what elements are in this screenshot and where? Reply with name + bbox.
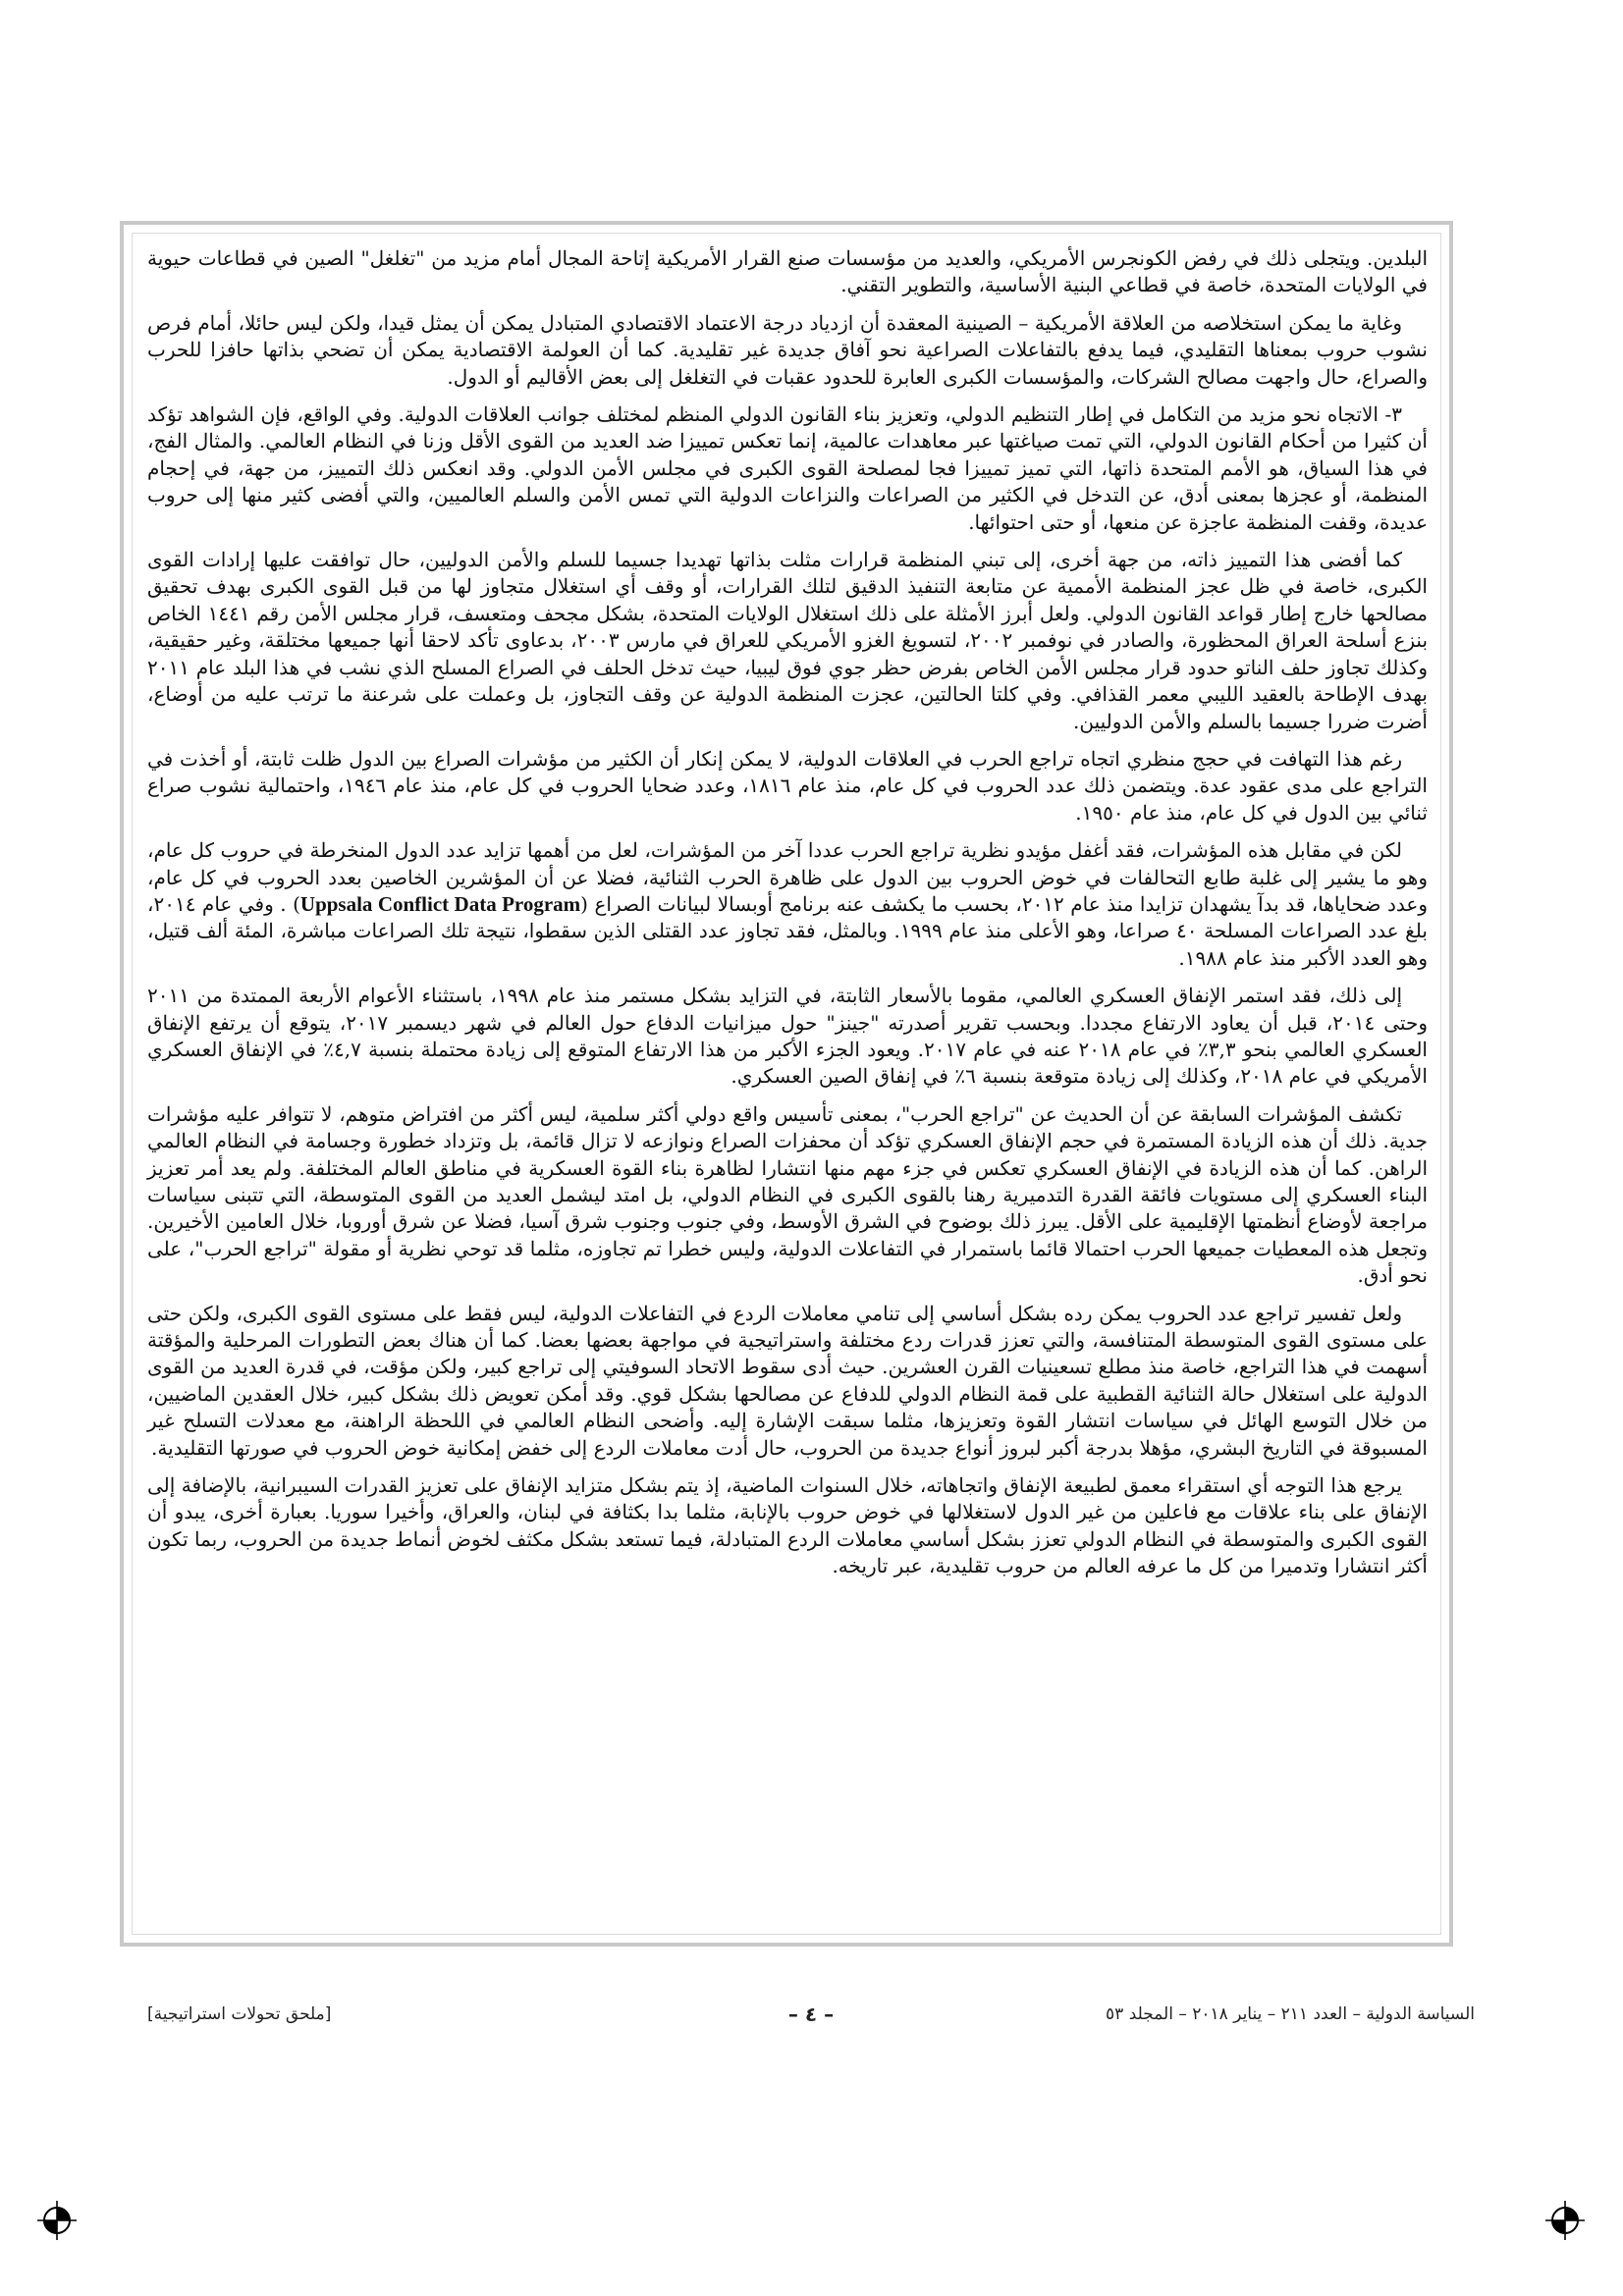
registration-mark-icon [1543,2199,1587,2242]
page-footer [147,2004,1475,2034]
paragraph-6-text: لكن في مقابل هذه المؤشرات، فقد أغفل مؤيدو نظرية تراجع الحرب عددا آخر من المؤشرات، لعل من أهمها تزايد عدد الدول المنخرطة في حروب كل عام، وهو ما يشير إلى غلبة طابع التحالفات في خوض الحروب بين الدول على ظاهرة الحرب الثنائية، فضلا عن أن المؤشرين الخاصين بعدد الحروب في كل عام، وعدد ضحاياها، قد بدآ يشهدان تزايدا منذ عام ٢٠١٢، بحسب ما يكشف عنه برنامج أوبسالا لبيانات الصراع [147,838,1428,916]
paragraph-10: يرجع هذا التوجه أي استقراء معمق لطبيعة الإنفاق واتجاهاته، خلال السنوات الماضية، إذ يتم بشكل متزايد الإنفاق على تعزيز القدرات السيبرانية، بالإضافة إلى الإنفاق على بناء علاقات مع فاعلين من غير الدول لاستغلالها في خوض حروب بالإنابة، مثلما بدا بكثافة في لبنان، والعراق، وأخيرا سوريا. بعبارة أخرى، يبدو أن القوى الكبرى والمتوسطة في النظام الدولي تعزز بشكل أساسي معاملات الردع المتبادلة، فيما تستعد بشكل مكثف لخوض أنماط جديدة من الحروب، ربما تكون أكثر انتشارا وتدميرا من كل ما عرفه العالم من حروب تقليدية، عبر تاريخه. [146,1473,1428,1578]
paragraph-2: وغاية ما يمكن استخلاصه من العلاقة الأمريكية – الصينية المعقدة أن ازدياد درجة الاعتماد الاقتصادي المتبادل يمكن أن يمثل قيدا، ولكن ليس حائلا، أمام فرص نشوب حروب بمعناها التقليدي، فيما يدفع بالتفاعلات الصراعية نحو آفاق جديدة غير تقليدية. كما أن العولمة الاقتصادية يمكن أن تضحي بذاتها حافزا للحرب والصراع، حال واجهت مصالح الشركات، والمؤسسات الكبرى العابرة للحدود عقبات في التغلغل إلى بعض الأقاليم أو الدول. [147,310,1428,389]
paragraph-8: تكشف المؤشرات السابقة عن أن الحديث عن "تراجع الحرب"، بمعنى تأسيس واقع دولي أكثر سلمية، ليس أكثر من افتراض متوهم، لا تتوافر عليه مؤشرات جدية. ذلك أن هذه الزيادة المستمرة في حجم الإنفاق العسكري تؤكد أن محفزات الصراع ونوازعه لا تزال قائمة، بل وتزداد خطورة وجسامة في النظام العالمي الراهن. كما أن هذه الزيادة في الإنفاق العسكري تعكس في جزء مهم منها انتشارا لظاهرة بناء القوة العسكرية في مناطق العالم المختلفة. ولم يعد أمر تعزيز البناء العسكري إلى مستويات فائقة القدرة التدميرية رهنا بالقوى الكبرى في النظام الدولي، بل امتد ليشمل العديد من القوى المتوسطة، التي تتبنى سياسات مراجعة لأوضاع أنظمتها الإقليمية على الأقل. يبرز ذلك بوضوح في الشرق الأوسط، وفي جنوب وجنوب شرق آسيا، فضلا عن شرق أوروبا، خلال العامين الأخيرين. وتجعل هذه المعطيات جميعها الحرب احتمالا قائما باستمرار في التفاعلات الدولية، وليس خطرا تم تجاوزه، مثلما قد توحي نظرية أو مقولة "تراجع الحرب"، على نحو أدق. [147,1101,1428,1288]
article-body [147,245,1428,1591]
paragraph-6-continued: . وفي عام ٢٠١٤، بلغ عدد الصراعات المسلحة ٤٠ صراعا، وهو الأعلى منذ عام ١٩٩٩. وبالمثل، فقد تجاوز عدد القتلى الذين سقطوا، نتيجة تلك الصراعات مباشرة، المئة ألف قتيل، وهو العدد الأكبر منذ عام ١٩٨٨. [147,891,1428,970]
page-number: – ٤ – [787,2002,835,2026]
journal-issue-info: السياسة الدولية – العدد ٢١١ – يناير ٢٠١٨ – المجلد ٥٣ [1106,2004,1475,2024]
registration-mark-icon [35,2199,79,2242]
paragraph-9: ولعل تفسير تراجع عدد الحروب يمكن رده بشكل أساسي إلى تنامي معاملات الردع في التفاعلات الدولية، ليس فقط على مستوى القوى الكبرى، ولكن حتى على مستوى القوى المتوسطة المتنافسة، والتي تعزز قدرات ردع مختلفة واستراتيجية في مواجهة بعضها بعضا. كما أن هناك بعض التطورات المرحلية والمؤقتة أسهمت في هذا التراجع، خاصة منذ مطلع تسعينيات القرن العشرين. حيث أدى سقوط الاتحاد السوفيتي إلى تراجع كبير، ولكن مؤقت، في قدرة العديد من القوى الدولية على استغلال حالة الثنائية القطبية على قمة النظام الدولي للدفاع عن مصالحها بشكل قوي. وقد أمكن تعويض ذلك بشكل كبير، خلال العقدين الماضيين، من خلال التوسع الهائل في سياسات انتشار القوة وتعزيزها، مثلما سبقت الإشارة إليه. وأضحى النظام العالمي في اللحظة الراهنة، مع معدلات التسلح غير المسبوقة في التاريخ البشري، مؤهلا بدرجة أكبر لبروز أنواع جديدة من الحروب، حال أدت معاملات الردع إلى خفض إمكانية خوض الحروب في صورتها التقليدية. [147,1301,1428,1460]
uppsala-program-name: Uppsala Conflict Data Program [299,891,581,916]
paragraph-7: إلى ذلك، فقد استمر الإنفاق العسكري العالمي، مقوما بالأسعار الثابتة، في التزايد بشكل مستمر منذ عام ١٩٩٨، باستثناء الأعوام الأربعة الممتدة من ٢٠١١ وحتى ٢٠١٤، قبل أن يعاود الارتفاع مجددا. وبحسب تقرير أصدرته "جينز" حول ميزانيات الدفاع حول العالم في شهر ديسمبر ٢٠١٧، يتوقع أن يرتفع الإنفاق العسكري العالمي بنحو ٣,٣٪ في عام ٢٠١٨ عنه في عام ٢٠١٧. ويعود الجزء الأكبر من هذا الارتفاع المتوقع إلى زيادة محتملة بنسبة ٤,٧٪ في الإنفاق العسكري الأمريكي في عام ٢٠١٨، وكذلك إلى زيادة متوقعة بنسبة ٦٪ في إنفاق الصين العسكري. [147,984,1428,1089]
paragraph-5: رغم هذا التهافت في حجج منظري اتجاه تراجع الحرب في العلاقات الدولية، لا يمكن إنكار أن الكثير من مؤشرات الصراع بين الدول ظلت ثابتة، أو أخذت في التراجع على مدى عقود عدة. ويتضمن ذلك عدد الحروب في كل عام، منذ عام ١٨١٦، وعدد ضحايا الحروب في كل عام، منذ عام ١٩٤٦، واحتمالية نشوب صراع ثنائي بين الدول في كل عام، منذ عام ١٩٥٠. [147,746,1428,825]
paragraph-1: البلدين. ويتجلى ذلك في رفض الكونجرس الأمريكي، والعديد من مؤسسات صنع القرار الأمريكية إتاحة المجال أمام مزيد من "تغلغل" الصين في قطاعات حيوية في الولايات المتحدة، خاصة في قطاعي البنية الأساسية، والتطوير التقني. [147,246,1428,297]
paragraph-4: كما أفضى هذا التمييز ذاته، من جهة أخرى، إلى تبني المنظمة قرارات مثلت بذاتها تهديدا جسيما للسلم والأمن الدوليين، حال توافقت عليها إرادات القوى الكبرى، خاصة في ظل عجز المنظمة الأممية عن متابعة التنفيذ الدقيق لتلك القرارات، أو وقف أي استغلال متجاوز لها من قبل القوى الكبرى بهدف تحقيق مصالحها خارج إطار قواعد القانون الدولي. ولعل أبرز الأمثلة على ذلك استغلال الولايات المتحدة، بشكل مجحف ومتعسف، قرار مجلس الأمن رقم ١٤٤١ الخاص بنزع أسلحة العراق المحظورة، والصادر في نوفمبر ٢٠٠٢، لتسويغ الغزو الأمريكي للعراق في مارس ٢٠٠٣، بدعاوى تأكد لاحقا أنها جميعها مختلقة، وغير حقيقية، وكذلك تجاوز حلف الناتو حدود قرار مجلس الأمن الخاص بفرض حظر جوي فوق ليبيا، حيث تدخل الحلف في الصراع المسلح الذي نشب في هذا البلد عام ٢٠١١ بهدف الإطاحة بالعقيد الليبي معمر القذافي. وفي كلتا الحالتين، عجزت المنظمة الدولية عن وقف التجاوز، بل وعملت على شرعنة ما ترتب عليه من أوضاع، أضرت ضررا جسيما بالسلم والأمن الدوليين. [147,548,1429,733]
supplement-label: [ملحق تحولات استراتيجية] [147,2004,332,2024]
paragraph-6: لكن في مقابل هذه المؤشرات، فقد أغفل مؤيدو نظرية تراجع الحرب عددا آخر من المؤشرات، لعل من أهمها تزايد عدد الدول المنخرطة في حروب كل عام، وهو ما يشير إلى غلبة طابع التحالفات في خوض الحروب بين الدول على ظاهرة الحرب الثنائية، فضلا عن أن المؤشرين الخاصين بعدد الحروب في كل عام، وعدد ضحاياها، قد بدآ يشهدان تزايدا منذ عام ٢٠١٢، بحسب ما يكشف عنه برنامج أوبسالا لبيانات الصراع (Uppsala Conflict Data Program) . وفي عام ٢٠١٤، بلغ عدد الصراعات المسلحة ٤٠ صراعا، وهو الأعلى منذ عام ١٩٩٩. وبالمثل، فقد تجاوز عدد القتلى الذين سقطوا، نتيجة تلك الصراعات مباشرة، المئة ألف قتيل، وهو العدد الأكبر منذ عام ١٩٨٨. [147,838,1428,970]
paragraph-3: ٣- الاتجاه نحو مزيد من التكامل في إطار التنظيم الدولي، وتعزيز بناء القانون الدولي المنظم لمختلف جوانب العلاقات الدولية. وفي الواقع، فإن الشواهد تؤكد أن كثيرا من أحكام القانون الدولي، التي تمت صياغتها عبر معاهدات عالمية، إنما تعكس تمييزا ضد العديد من القوى الأقل وزنا في النظام العالمي. والمثال الفج، في هذا السياق، هو الأمم المتحدة ذاتها، التي تميز تمييزا فجا لمصلحة القوى الكبرى في مجلس الأمن الدولي. وقد انعكس ذلك التمييز، من جهة، في إحجام المنظمة، أو عجزها بمعنى أدق، عن التدخل في الكثير من الصراعات والنزاعات الدولية التي تمس الأمن والسلم العالميين، والتي أفضى كثير منها إلى حروب عديدة، وقفت المنظمة عاجزة عن منعها، أو حتى احتوائها. [147,402,1428,534]
